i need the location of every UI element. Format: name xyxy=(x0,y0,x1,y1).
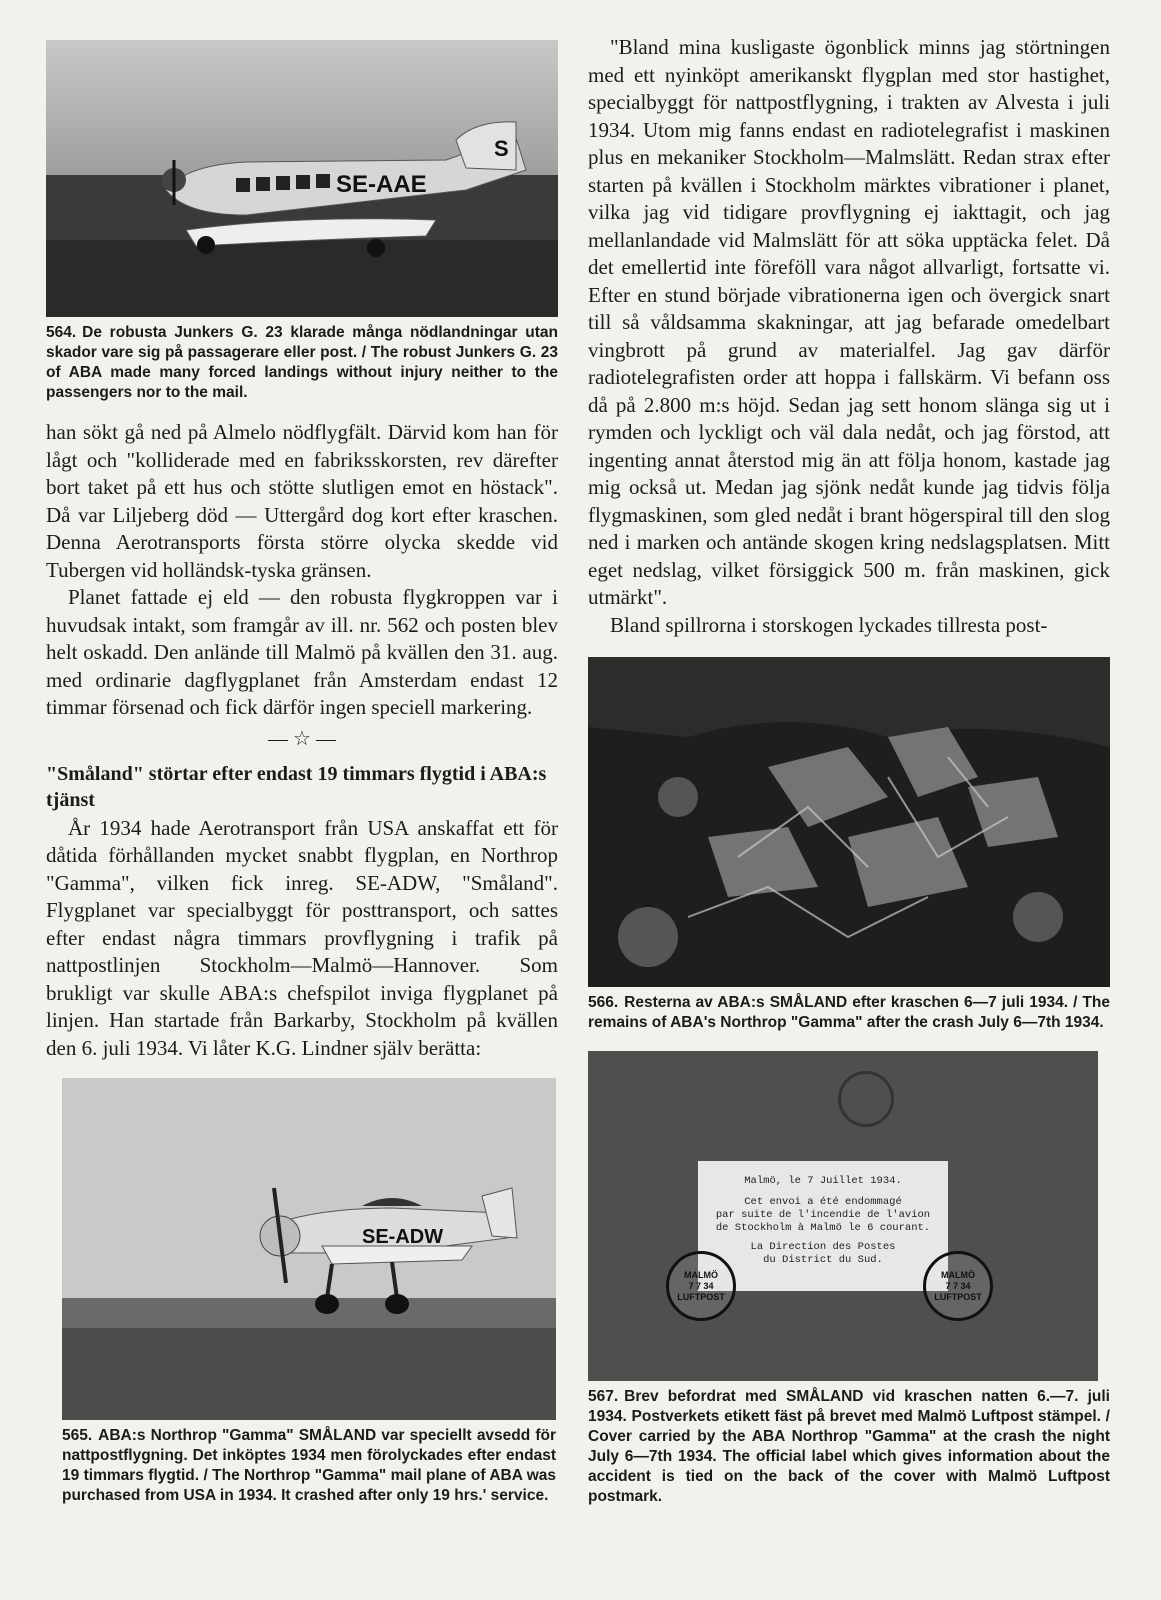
caption-567 xyxy=(588,1387,1110,1507)
right-column xyxy=(588,34,1110,1507)
postmark-top-icon xyxy=(838,1071,894,1127)
left-paragraph-2: Planet fattade ej eld — den robusta flygkroppen var i huvudsak intakt, som framgår av ill. nr. 562 och posten blev helt oskadd. Den anlände till Malmö på kvällen den 31. aug. med ordinarie dagflygplanet från Amsterdam endast 12 timmar försenad och fick därför ingen speciell markering. xyxy=(46,585,558,719)
photo-junkers-g23 xyxy=(46,40,558,317)
caption-567-text: Brev befordrat med SMÅLAND vid kraschen natten 6.—7. juli 1934. Postverkets etikett fäst på brevet med Malmö Luftpost stämpel. / Cover carried by the ABA Northrop "Gamma" at the crash the night July 6—7th 1934. The official label which gives information about the accident is tied on the back of the cover with Malmö Luftpost postmark. xyxy=(588,1388,1110,1505)
caption-564 xyxy=(46,323,558,403)
junkers-tail-mark: S xyxy=(494,136,509,161)
postmark-right-bottom: LUFTPOST xyxy=(934,1291,982,1302)
caption-564-text: De robusta Junkers G. 23 klarade många nödlandningar utan skador vare sig på passagerare eller post. / The robust Junkers G. 23 of ABA made many forced landings without injury neither to the passengers nor to the mail. xyxy=(46,324,558,401)
postmark-right-top: MALMÖ xyxy=(941,1269,975,1280)
right-paragraph-2: Bland spillrorna i storskogen lyckades tillresta post- xyxy=(610,612,1048,637)
wreckage-illustration xyxy=(588,657,1110,987)
photo-crash-wreckage xyxy=(588,657,1110,987)
photo-northrop-gamma xyxy=(62,1078,556,1420)
postmark-left-top: MALMÖ xyxy=(684,1269,718,1280)
postmark-left-date: 7 7 34 xyxy=(688,1280,714,1291)
junkers-registration: SE-AAE xyxy=(336,171,427,198)
left-paragraph-3: År 1934 hade Aerotransport från USA anskaffat ett för dåtida förhållanden mycket snabbt flygplan, en Northrop "Gamma", vilken fick inreg. SE-ADW, "Småland". Flygplanet var specialbyggt för posttransport, och sattes efter endast några timmars provflygning i trafik på nattpostlinjen Stockholm—Malmö—Hannover. Som brukligt var skulle ABA:s chefspilot inviga flygplanet på linjen. Han startade från Barkarby, Stockholm på kvällen den 6. juli 1934. Vi låter K.G. Lindner själv berätta: xyxy=(46,815,558,1060)
section-heading: "Småland" störtar efter endast 19 timmars flygtid i ABA:s tjänst xyxy=(46,762,547,811)
postmark-left xyxy=(666,1251,736,1321)
northrop-registration: SE-ADW xyxy=(362,1226,444,1248)
figure-565 xyxy=(62,1078,556,1506)
label-line-6: du District du Sud. xyxy=(763,1254,883,1266)
postmark-left-bottom: LUFTPOST xyxy=(677,1291,725,1302)
caption-565-text: ABA:s Northrop "Gamma" SMÅLAND var speciellt avsedd för nattpostflygning. Det inköptes 1934 men förolyckades efter endast 19 timmars flygtid. / The Northrop "Gamma" mail plane of ABA was purchased from USA in 1934. It crashed after only 19 hrs.' service. xyxy=(62,1427,556,1504)
left-column xyxy=(46,40,558,1506)
figure-567 xyxy=(588,1051,1110,1507)
postmark-right-date: 7 7 34 xyxy=(945,1280,971,1291)
photo-crash-cover xyxy=(588,1051,1098,1381)
figure-564 xyxy=(46,40,558,403)
right-paragraph-1: "Bland mina kusligaste ögonblick minns jag störtningen med ett nyinköpt amerikanskt flygplan med stor hastighet, specialbyggt för nattpostflygning, i trakten av Alvesta i juli 1934. Utom mig fanns endast en radiotelegrafist i maskinen plus en mekaniker Stockholm—Malmslätt. Redan strax efter starten på kvällen i Stockholm märktes vibrationer i planet, vilka jag vid tidigare provflygning ej iakttagit, och jag mellanlandade vid Malmslätt för att söka upptäcka felet. Då det emellertid inte föreföll vara något allvarligt, fortsatte vi. Efter en stund började vibrationerna igen och övergick snart till så våldsamma skakningar, att jag befarade omedelbart vingbrott på grund av materialfel. Jag gav därför radiotelegrafisten order att hoppa i fallskärm. Vi befann oss då på 2.800 m:s höjd. Sedan jag sett honom slänga sig ut i rymden och lyckligt och väl dala nedåt, och jag förstod, att ingenting annat återstod mig än att följa honom, kastade jag mig också ut. Medan jag sjönk nedåt kunde jag tidvis följa flygmaskinen, som gled nedåt i brant högerspiral till den slog ned i marken och antände skogen kring nedslagsplatsen. Mitt eget nedslag, vilket försiggick 500 m. från maskinen, gick utmärkt". xyxy=(588,35,1110,609)
label-line-3: par suite de l'incendie de l'avion xyxy=(715,1209,931,1221)
caption-566 xyxy=(588,993,1110,1033)
postmark-right xyxy=(923,1251,993,1321)
caption-566-number: 566. xyxy=(588,994,619,1011)
label-line-2: Cet envoi a été endommagé xyxy=(744,1196,902,1208)
label-line-4: de Stockholm à Malmö le 6 courant. xyxy=(715,1222,931,1234)
northrop-illustration xyxy=(62,1078,556,1420)
label-line-1: Malmö, le 7 Juillet 1934. xyxy=(744,1175,902,1187)
section-separator: — ☆ — xyxy=(268,727,336,750)
caption-565-number: 565. xyxy=(62,1427,93,1444)
label-line-5: La Direction des Postes xyxy=(750,1241,896,1253)
caption-565 xyxy=(62,1426,556,1506)
caption-566-text: Resterna av ABA:s SMÅLAND efter kraschen 6—7 juli 1934. / The remains of ABA's Northrop "Gamma" after the crash July 6—7th 1934. xyxy=(588,994,1110,1031)
left-paragraph-1: han sökt gå ned på Almelo nödflygfält. Därvid kom han för lågt och "kolliderade med en fabriksskorsten, rev därefter bort taket på ett hus och stötte slutligen emot en höstack". Då var Liljeberg död — Uttergård dog kort efter kraschen. Denna Aerotransports första större olycka skedde vid Tubergen vid holländsk-tyska gränsen. xyxy=(46,420,558,582)
caption-567-number: 567. xyxy=(588,1388,619,1405)
postal-label xyxy=(698,1161,948,1291)
caption-564-number: 564. xyxy=(46,324,77,341)
figure-566 xyxy=(588,657,1110,1033)
junkers-illustration xyxy=(46,40,558,317)
